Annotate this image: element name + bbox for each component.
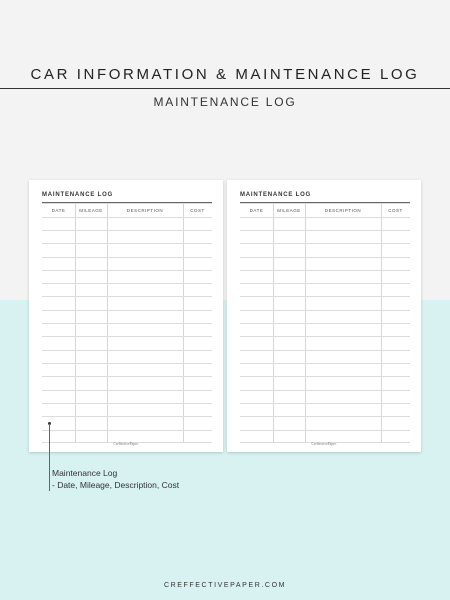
table-row-line bbox=[240, 283, 410, 284]
right-log-page bbox=[227, 180, 421, 452]
table-row-line bbox=[42, 403, 212, 404]
table-row-line bbox=[240, 390, 410, 391]
table-row-line bbox=[42, 336, 212, 337]
callout-description: - Date, Mileage, Description, Cost bbox=[52, 480, 180, 490]
table-row-line bbox=[240, 323, 410, 324]
callout-pointer-line bbox=[49, 424, 50, 491]
table-row-line bbox=[240, 310, 410, 311]
table-row-line bbox=[42, 203, 212, 204]
table-row-line bbox=[240, 230, 410, 231]
column-header-cost: COST bbox=[190, 208, 205, 213]
left-log-page bbox=[29, 180, 223, 452]
table-row-line bbox=[42, 363, 212, 364]
table-row-line bbox=[240, 270, 410, 271]
column-header-cost: COST bbox=[388, 208, 403, 213]
column-header-description: DESCRIPTION bbox=[126, 208, 164, 213]
table-row-line bbox=[240, 203, 410, 204]
brand-mark: CreffectivePaper. bbox=[113, 442, 139, 446]
table-row-line bbox=[240, 403, 410, 404]
table-row-line bbox=[42, 376, 212, 377]
callout-title: Maintenance Log bbox=[52, 468, 118, 478]
column-header-mileage: MILEAGE bbox=[79, 208, 103, 213]
table-row-line bbox=[240, 296, 410, 297]
maintenance-table bbox=[240, 203, 410, 443]
table-row-line bbox=[42, 217, 212, 218]
table-row-line bbox=[42, 296, 212, 297]
page-title: MAINTENANCE LOG bbox=[240, 192, 311, 198]
column-header-description: DESCRIPTION bbox=[324, 208, 362, 213]
callout-text bbox=[52, 467, 179, 491]
main-title: CAR INFORMATION & MAINTENANCE LOG bbox=[30, 66, 420, 83]
table-row-line bbox=[240, 217, 410, 218]
table-row-line bbox=[42, 243, 212, 244]
table-row-line bbox=[240, 416, 410, 417]
table-row-line bbox=[42, 230, 212, 231]
table-row-line bbox=[42, 310, 212, 311]
table-row-line bbox=[42, 283, 212, 284]
column-header-date: DATE bbox=[51, 208, 66, 213]
title-divider bbox=[0, 88, 450, 89]
table-row-line bbox=[240, 243, 410, 244]
column-header-date: DATE bbox=[249, 208, 264, 213]
page-title: MAINTENANCE LOG bbox=[42, 192, 113, 198]
table-row-line bbox=[240, 430, 410, 431]
table-row-line bbox=[240, 363, 410, 364]
column-header-mileage: MILEAGE bbox=[277, 208, 301, 213]
table-row-line bbox=[42, 270, 212, 271]
maintenance-table bbox=[42, 203, 212, 443]
table-row-line bbox=[42, 350, 212, 351]
table-row-line bbox=[240, 376, 410, 377]
table-row-line bbox=[240, 336, 410, 337]
table-row-line bbox=[42, 323, 212, 324]
table-row-line bbox=[42, 430, 212, 431]
table-row-line bbox=[42, 257, 212, 258]
subtitle: MAINTENANCE LOG bbox=[153, 95, 297, 109]
table-row-line bbox=[240, 257, 410, 258]
table-row-line bbox=[240, 350, 410, 351]
website-footer: CREFFECTIVEPAPER.COM bbox=[163, 582, 287, 589]
brand-mark: CreffectivePaper. bbox=[311, 442, 337, 446]
table-row-line bbox=[42, 416, 212, 417]
table-row-line bbox=[42, 390, 212, 391]
